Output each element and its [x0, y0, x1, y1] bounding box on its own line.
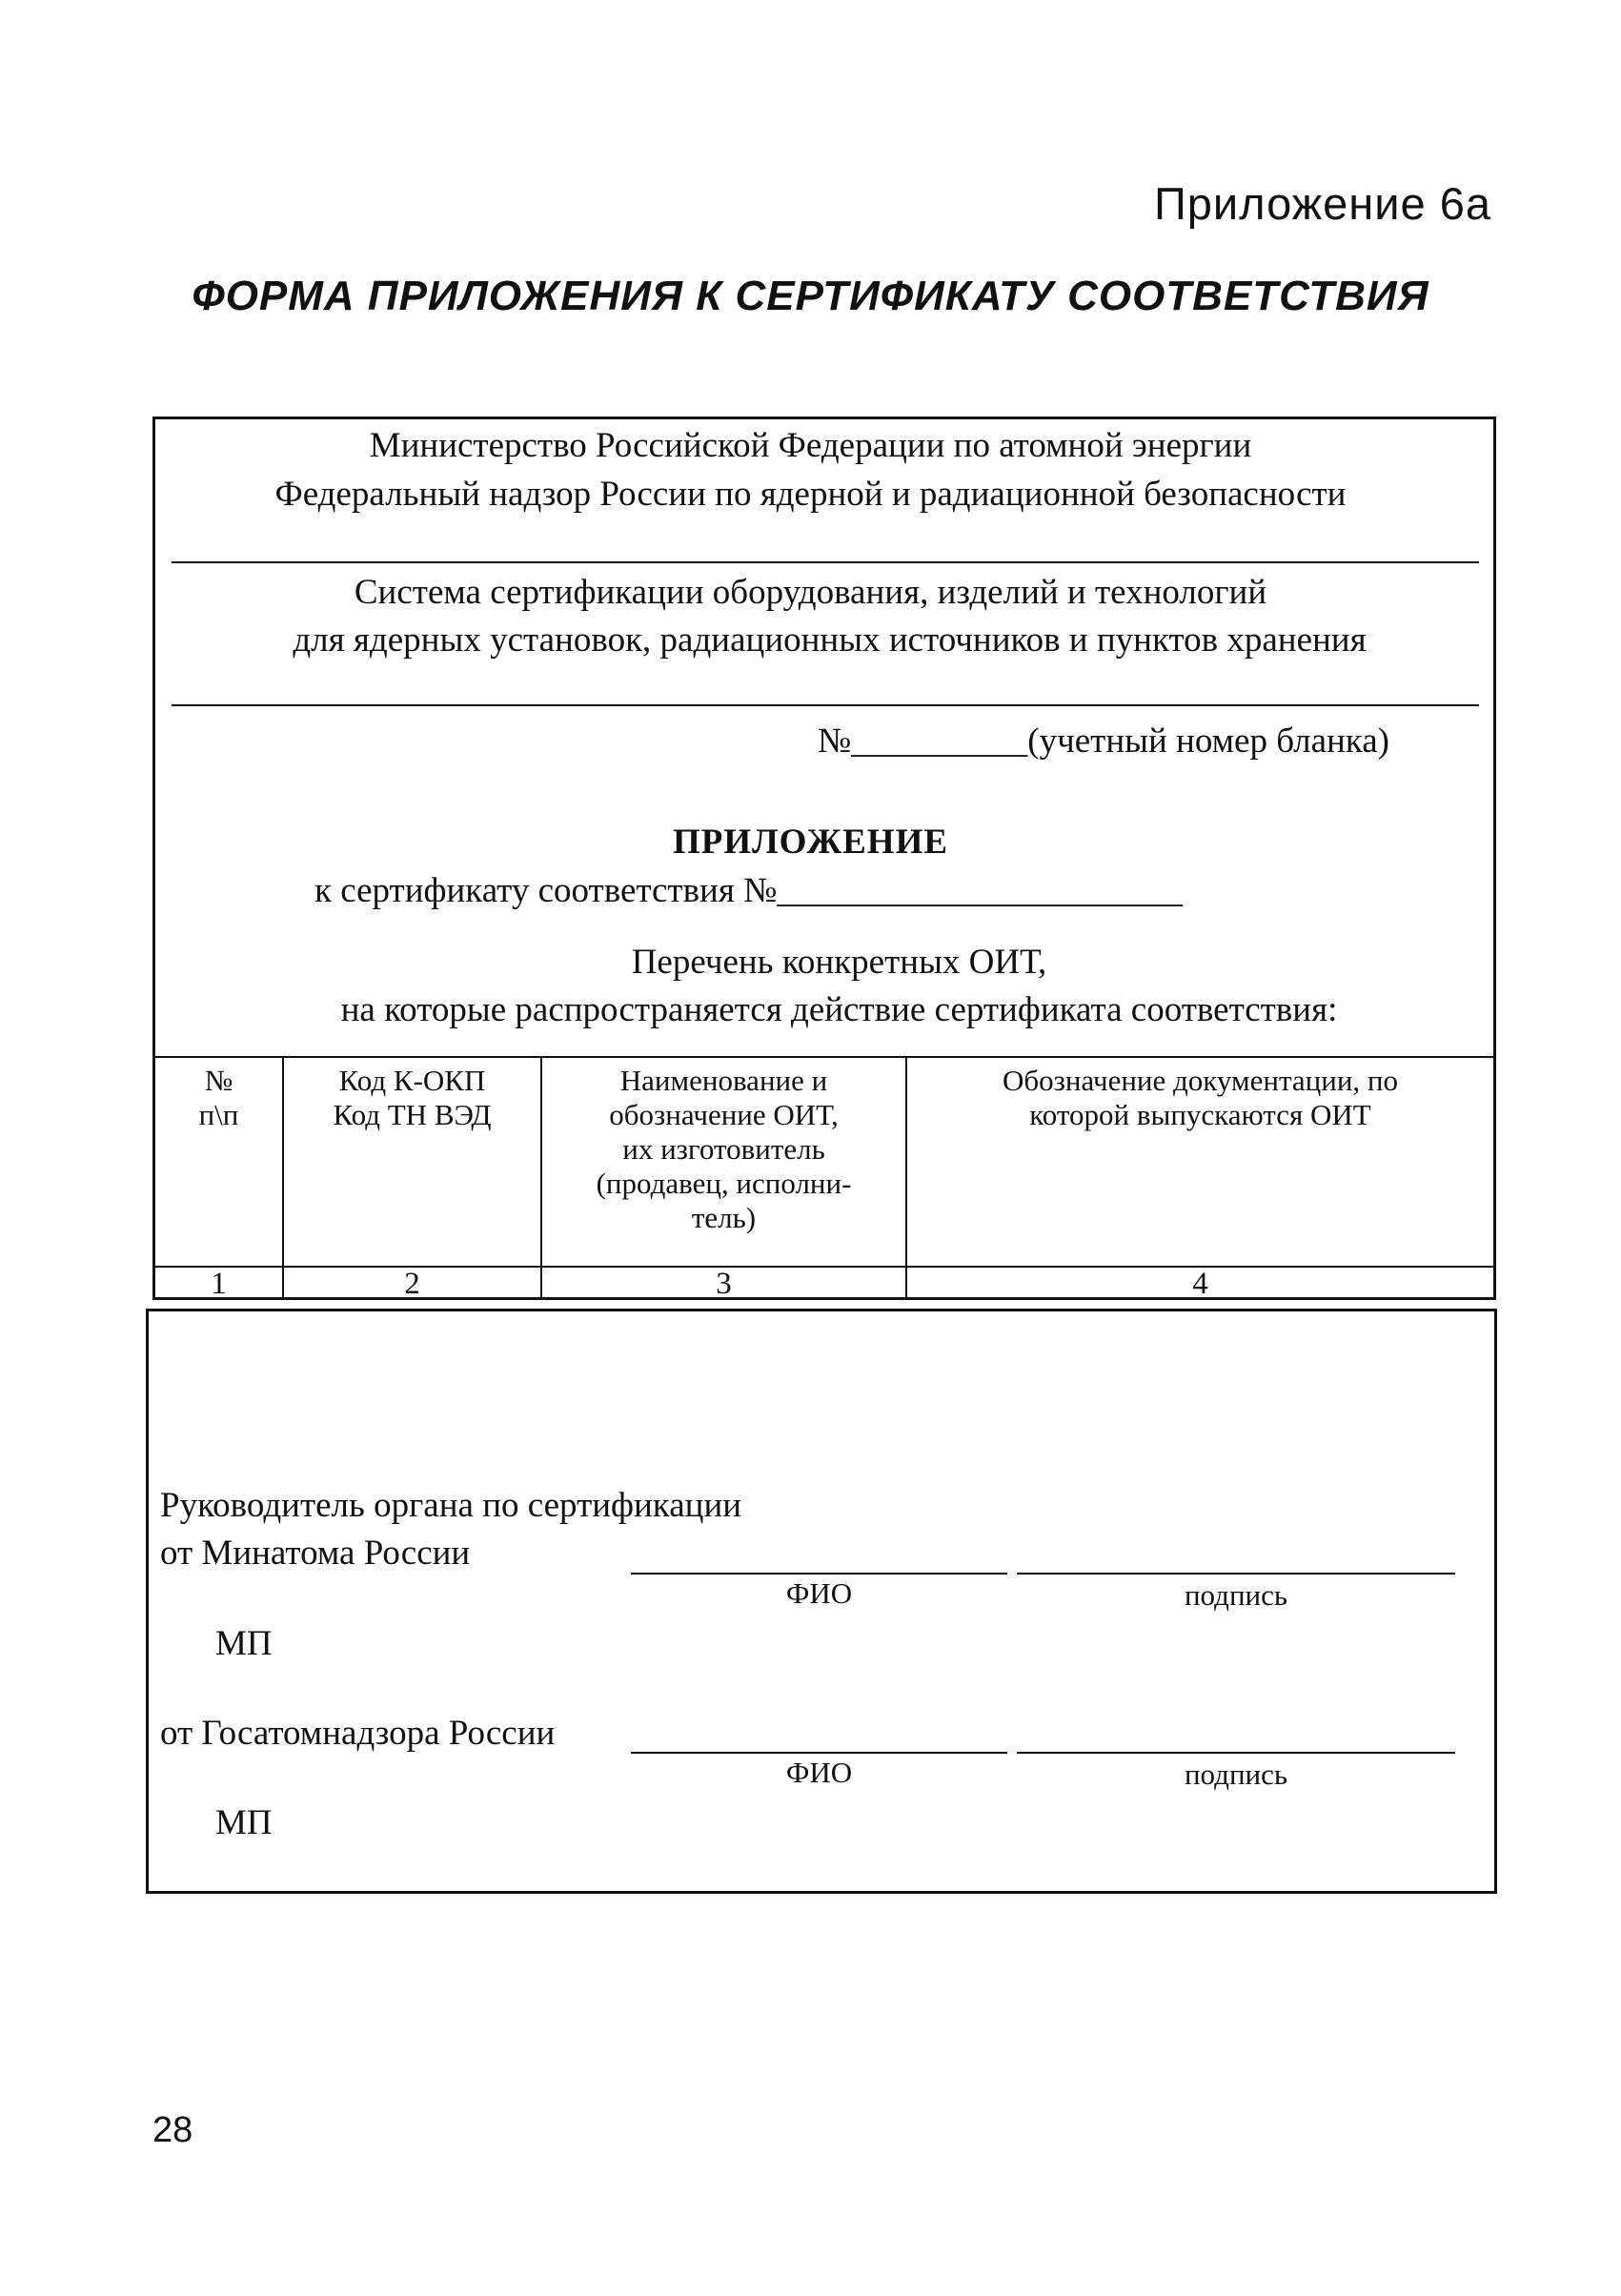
column-header-documentation [907, 1064, 1493, 1132]
column-header-line: обозначение ОИТ, [609, 1098, 839, 1131]
column-header-name [542, 1064, 905, 1235]
table-top-border [152, 1056, 1496, 1058]
stamp-label-minatom: МП [215, 1624, 273, 1663]
signature-line-minatom [1017, 1573, 1455, 1575]
page-number: 28 [152, 2110, 193, 2150]
column-header-line: тель) [691, 1201, 757, 1234]
column-number-1: 1 [211, 1267, 227, 1301]
column-number-2: 2 [404, 1267, 420, 1301]
fio-line-minatom [631, 1573, 1007, 1575]
fio-caption-minatom: ФИО [785, 1576, 853, 1610]
list-title-line-1: Перечень конкретных ОИТ, [631, 943, 1047, 982]
system-line-2: для ядерных установок, радиационных источников и пунктов хранения [293, 620, 1367, 660]
fio-caption-gosatomnadzor: ФИО [785, 1756, 853, 1789]
column-header-line: их изготовитель [622, 1132, 825, 1166]
column-header-line: № [204, 1064, 233, 1097]
from-minatom-label: от Минатома России [160, 1534, 471, 1573]
ministry-line-1: Министерство Российской Федерации по атомной энергии [369, 426, 1252, 465]
signature-caption-minatom: подпись [1184, 1578, 1288, 1612]
certificate-reference: к сертификату соответствия №_______________________ [314, 871, 1183, 910]
blank-number: №__________(учетный номер бланка) [818, 721, 1389, 761]
column-number-3: 3 [716, 1267, 732, 1301]
fio-line-gosatomnadzor [631, 1752, 1007, 1754]
column-header-line: Наименование и [619, 1064, 828, 1097]
column-header-code [284, 1064, 540, 1132]
form-title: ФОРМА ПРИЛОЖЕНИЯ К СЕРТИФИКАТУ СООТВЕТСТВИЯ [192, 273, 1429, 319]
column-header-line: Обозначение документации, по [1002, 1064, 1399, 1097]
signature-line-gosatomnadzor [1017, 1752, 1455, 1754]
appendix-label: Приложение 6а [1153, 178, 1491, 229]
column-header-line: (продавец, исполни- [596, 1167, 852, 1200]
stamp-label-gosatomnadzor: МП [215, 1803, 273, 1842]
list-title-line-2: на которые распространяется действие сертификата соответствия: [340, 990, 1338, 1029]
column-header-number [155, 1064, 282, 1132]
column-header-line: Код К-ОКП [338, 1064, 486, 1097]
column-header-line: Код ТН ВЭД [333, 1098, 492, 1131]
ministry-line-2: Федеральный надзор России по ядерной и радиационной безопасности [274, 475, 1347, 514]
system-line-1: Система сертификации оборудования, изделий и технологий [354, 573, 1267, 612]
column-header-line: п\п [198, 1098, 239, 1131]
column-header-line: которой выпускаются ОИТ [1029, 1098, 1371, 1131]
column-number-4: 4 [1192, 1267, 1208, 1301]
from-gosatomnadzor-label: от Госатомнадзора России [160, 1714, 556, 1753]
divider-2 [172, 704, 1479, 706]
divider-1 [172, 561, 1479, 563]
signature-caption-gosatomnadzor: подпись [1184, 1758, 1288, 1791]
appendix-heading: ПРИЛОЖЕНИЕ [672, 823, 949, 862]
head-of-certification-body: Руководитель органа по сертификации [160, 1486, 742, 1525]
